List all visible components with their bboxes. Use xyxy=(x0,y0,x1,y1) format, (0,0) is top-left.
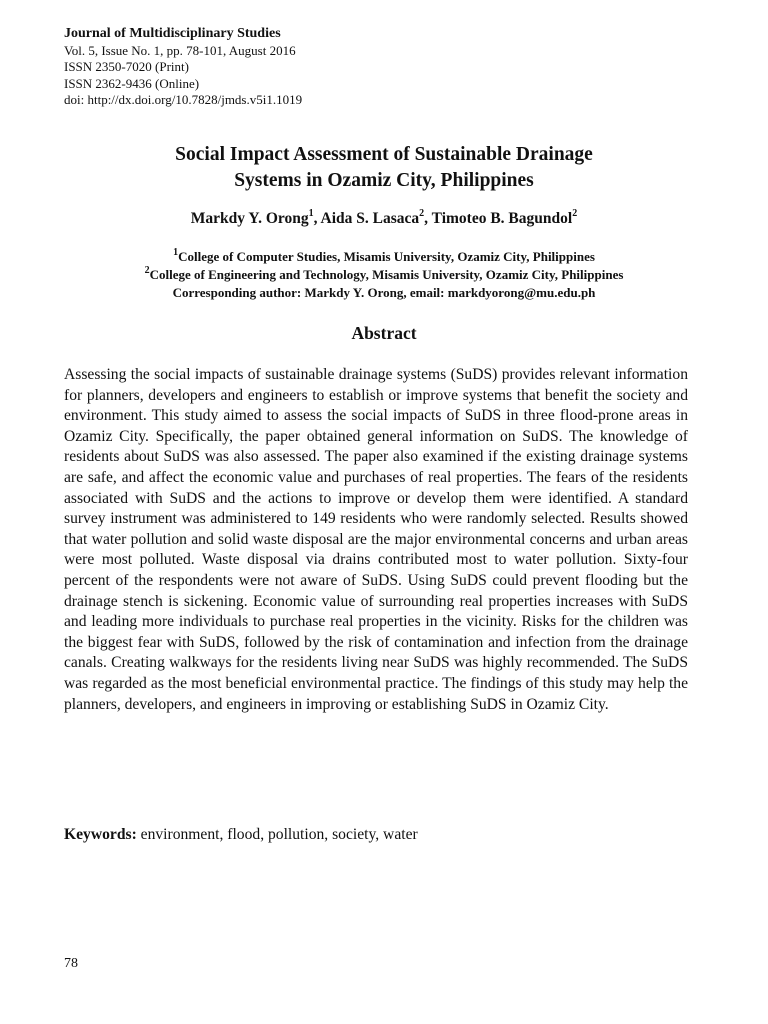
issn-online: ISSN 2362-9436 (Online) xyxy=(64,75,200,91)
affiliation-text: College of Engineering and Technology, Misamis University, Ozamiz City, Philippines xyxy=(149,267,624,282)
author-separator: , xyxy=(424,210,432,227)
doi: doi: http://dx.doi.org/10.7828/jmds.v5i1.1019 xyxy=(64,92,303,107)
journal-header xyxy=(64,26,704,109)
author-name: Aida S. Lasaca xyxy=(320,210,420,227)
author-name: Timoteo B. Bagundol xyxy=(431,210,573,227)
affiliation-mark: 1 xyxy=(173,246,179,258)
issn-print: ISSN 2350-7020 (Print) xyxy=(64,59,189,74)
author-separator: , xyxy=(313,210,321,227)
affiliation-text: College of Computer Studies, Misamis University, Ozamiz City, Philippines xyxy=(178,249,595,264)
affiliation-1 xyxy=(60,248,708,266)
page-number: 78 xyxy=(64,956,78,971)
affiliation-mark: 2 xyxy=(144,264,150,276)
affiliation-mark: 1 xyxy=(308,207,314,219)
keywords-label: Keywords: xyxy=(64,826,137,843)
affiliation-mark: 2 xyxy=(572,207,578,219)
keywords xyxy=(64,825,688,845)
affiliation-2 xyxy=(60,266,708,284)
paper-title xyxy=(60,142,708,194)
author-name: Markdy Y. Orong xyxy=(190,210,309,227)
affiliations xyxy=(60,248,708,302)
abstract-heading: Abstract xyxy=(351,323,417,343)
volume-info: Vol. 5, Issue No. 1, pp. 78-101, August 2016 xyxy=(64,42,296,58)
title-line-2: Systems in Ozamiz City, Philippines xyxy=(234,170,534,191)
affiliation-mark: 2 xyxy=(419,207,425,219)
keywords-list: environment, flood, pollution, society, water xyxy=(136,826,418,843)
author-list xyxy=(60,208,708,230)
abstract-text: Assessing the social impacts of sustainable drainage systems (SuDS) provides relevant information for planners, developers and engineers to establish or improve systems that benefit the society and environment. This study aimed to assess the social impacts of SuDS in three flood-prone areas in Ozamiz City. Specifically, the paper obtained general information on SuDS. The knowledge of residents about SuDS was also assessed. The paper also examined if the existing drainage systems are safe, and affect the economic value and purchases of real properties. The fears of the residents associated with SuDS and the actions to improve or develop them were identified. A standard survey instrument was administered to 149 residents who were randomly selected. Results showed that water pollution and solid waste disposal are the major environmental concerns and urban areas were most polluted. Waste disposal via drains contributed most to water pollution. Sixty-four percent of the respondents were not aware of SuDS. Using SuDS could prevent flooding but the drainage stench is sickening. Economic value of surrounding real properties increases with SuDS and leading more individuals to purchase real properties in the vicinity. Risks for the children was the biggest fear with SuDS, followed by the risk of contamination and infection from the drainage canals. Creating walkways for the residents living near SuDS was highly recommended. The SuDS was regarded as the most beneficial environmental practice. The findings of this study may help the planners, developers, and engineers in improving or establishing SuDS in Ozamiz City. xyxy=(64,366,688,713)
journal-name: Journal of Multidisciplinary Studies xyxy=(64,26,281,41)
title-line-1: Social Impact Assessment of Sustainable Drainage xyxy=(175,144,593,165)
corresponding-author: Corresponding author: Markdy Y. Orong, email: markdyorong@mu.edu.ph xyxy=(172,285,596,300)
